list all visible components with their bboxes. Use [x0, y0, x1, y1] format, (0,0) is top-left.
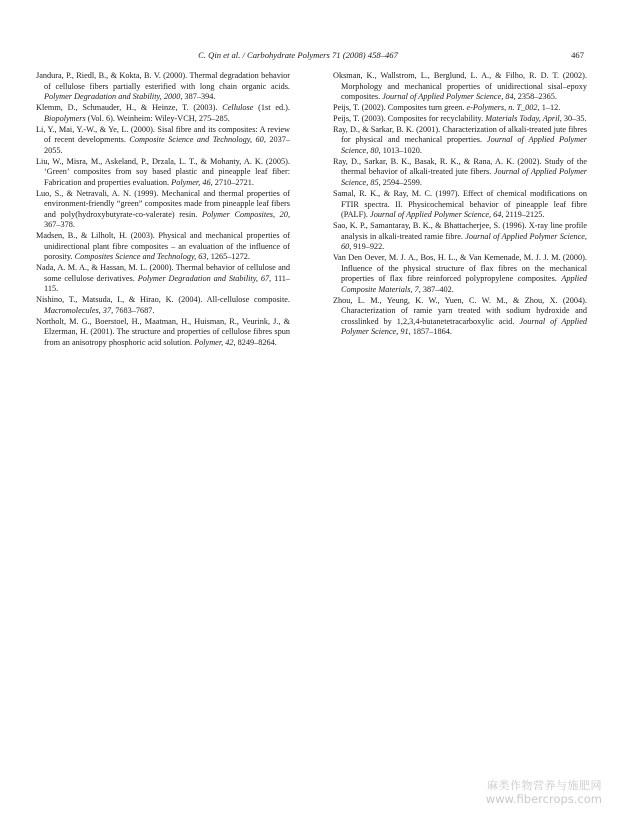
reference-text: Peijs, T. (2002). Composites turn green. [333, 103, 467, 113]
reference-text: Northolt, M. G., Boerstoel, H., Maatman, H., Huisman, R., Veurink, J., & Elzerman, H. (2001). The structure and properties of cellulose fibres spun from an anisotropy phosphoric acid solution. [36, 316, 290, 347]
references-left-column [36, 71, 290, 349]
reference-text: , 387–394. [180, 92, 216, 102]
reference-entry [36, 125, 290, 157]
reference-text: Sao, K. P., Samantaray, B. K., & Bhattacherjee, S. (1996). X-ray line profile analysis in alkali-treated ramie fibre. [333, 221, 587, 241]
reference-entry [333, 103, 587, 114]
reference-entry [333, 296, 587, 338]
reference-entry [36, 71, 290, 103]
reference-text: , 367–378. [44, 209, 290, 230]
reference-journal: Applied Composite Materials, 7 [341, 274, 587, 294]
reference-text: , 111–115. [44, 273, 291, 294]
reference-text: Jandura, P., Riedl, B., & Kokta, B. V. (2000). Thermal degradation behavior of cellulose fibers partially esterified with long chain organic acids. [36, 71, 290, 91]
running-head: C. Qin et al. / Carbohydrate Polymers 71 (2008) 458–467 [198, 50, 398, 60]
reference-entry [333, 189, 587, 221]
reference-text: , 1013–1020. [378, 146, 422, 155]
reference-text: Zhou, L. M., Yeung, K. W., Yuen, C. W. M., & Zhou, X. (2004). Characterization of ramie yarn treated with sodium hydroxide and crosslinked by 1,2,3,4-butanetetracarboxylic acid. [333, 295, 587, 326]
reference-text: Ray, D., & Sarkar, B. K. (2001). Characterization of alkali-treated jute fibres for physical and mechanical properties. [333, 124, 587, 145]
reference-journal: Journal of Applied Polymer Science, 80 [341, 135, 588, 155]
reference-text: Liu, W., Misra, M., Askeland, P., Drzala, L. T., & Mohanty, A. K. (2005). ‘Green’ composites from soy based plastic and pineapple leaf fiber: Fabrication and properties evaluation. [36, 156, 290, 187]
reference-entry [36, 157, 290, 189]
reference-text: , 1–12. [537, 103, 561, 113]
reference-text: , 7683–7687. [111, 305, 155, 315]
reference-entry [333, 71, 587, 103]
reference-journal: e-Polymers, n. T_002 [466, 103, 538, 113]
reference-entry [36, 317, 290, 349]
reference-text: Nada, A. M. A., & Hassan, M. L. (2000). Thermal behavior of cellulose and some cellulose derivatives. [36, 263, 290, 283]
reference-journal: Macromolecules, 37 [44, 305, 112, 315]
reference-text: , 30–35. [559, 113, 587, 123]
page-number: 467 [571, 50, 584, 60]
reference-journal: Journal of Applied Polymer Science, 85 [341, 167, 587, 188]
reference-journal: Polymer, 42 [194, 337, 234, 347]
reference-text: , 2710–2721. [210, 177, 254, 187]
reference-text: , 2358–2365. [513, 92, 557, 102]
reference-text: , 2594–2599. [378, 178, 422, 188]
reference-text: (Vol. 6). Weinheim: Wiley-VCH, 275–285. [85, 113, 230, 123]
reference-entry [333, 114, 587, 125]
reference-entry [36, 263, 290, 295]
reference-journal: Composite Science and Technology, 60 [129, 135, 264, 145]
reference-text: Peijs, T. (2003). Composites for recyclability. [333, 113, 486, 123]
reference-journal: Composites Science and Technology, 63 [74, 252, 207, 262]
reference-text: , 387–402. [418, 284, 454, 294]
reference-journal: Polymer Composites, 20 [201, 209, 288, 219]
reference-text: , 8249–8264. [233, 337, 277, 347]
reference-journal: Biopolymers [44, 113, 86, 123]
reference-text: Samal, R. K., & Ray, M. C. (1997). Effect of chemical modifications on FTIR spectra. II. Physicochemical behavior of pineapple leaf fibre (PALF). [333, 188, 587, 220]
reference-text: (1st ed.). [253, 103, 290, 113]
reference-text: Luo, S., & Netravali, A. N. (1999). Mechanical and thermal properties of environment-friendly “green” composites made from pineapple leaf fibers and poly(hydroxybutyrate-co-valerate) resin. [36, 188, 290, 219]
reference-text: , 2119–2125. [501, 210, 545, 220]
reference-journal: Journal of Applied Polymer Science, 64 [370, 210, 502, 220]
reference-entry [36, 231, 290, 263]
reference-journal: Polymer Degradation and Stability, 67 [137, 273, 270, 283]
page-header [36, 49, 584, 61]
reference-entry [333, 221, 587, 253]
reference-journal: Polymer, 46 [171, 177, 211, 187]
watermark-url: www.fibercrops.com [485, 792, 602, 806]
reference-entry [333, 125, 587, 157]
watermark-site-name: 麻类作物营养与施肥网 [487, 779, 602, 792]
reference-text: Li, Y., Mai, Y.-W., & Ye, L. (2000). Sisal fibre and its composites: A review of recent developments. [36, 124, 290, 145]
reference-text: Van Den Oever, M. J. A., Bos, H. L., & Van Kemenade, M. J. J. M. (2000). Influence of the physical structure of flax fibres on the mechanical properties of flax fibre reinforced polypropylene composites. [333, 253, 587, 284]
reference-journal: Journal of Applied Polymer Science, 84 [382, 92, 514, 102]
reference-entry [333, 157, 587, 189]
reference-text: Klemm, D., Schmauder, H., & Heinze, T. (2003). [36, 103, 223, 113]
reference-text: Oksman, K., Wallstrom, L., Berglund, L. A., & Filho, R. D. T. (2002). Morphology and mechanical properties of unidirectional sisal–epoxy composites. [333, 71, 587, 102]
reference-text: Nishino, T., Matsuda, I., & Hirao, K. (2004). All-cellulose composite. [36, 295, 290, 305]
references-right-column [333, 71, 587, 338]
reference-journal: Cellulose [222, 103, 254, 113]
reference-journal: Materials Today, April [485, 113, 560, 123]
reference-journal: Journal of Applied Polymer Science, 91 [341, 316, 588, 337]
reference-text: Madsen, B., & Lilholt, H. (2003). Physical and mechanical properties of unidirectional plant fibre composites – an evaluation of the influence of porosity. [36, 231, 290, 262]
watermark [486, 779, 602, 806]
reference-text: , 919–922. [349, 242, 385, 252]
reference-entry [36, 189, 290, 231]
reference-text: Ray, D., Sarkar, B. K., Basak, R. K., & Rana, A. K. (2002). Study of the thermal behavior of alkali-treated jute fibers. [333, 156, 587, 177]
reference-entry [36, 103, 290, 124]
reference-text: , 2037–2055. [44, 135, 290, 155]
reference-text: , 1265–1272. [206, 252, 250, 262]
reference-entry [333, 253, 587, 295]
reference-journal: Journal of Applied Polymer Science, 60 [341, 231, 587, 252]
reference-text: , 1857–1864. [408, 327, 452, 337]
reference-entry [36, 295, 290, 316]
reference-journal: Polymer Degradation and Stability, 2000 [44, 92, 181, 102]
